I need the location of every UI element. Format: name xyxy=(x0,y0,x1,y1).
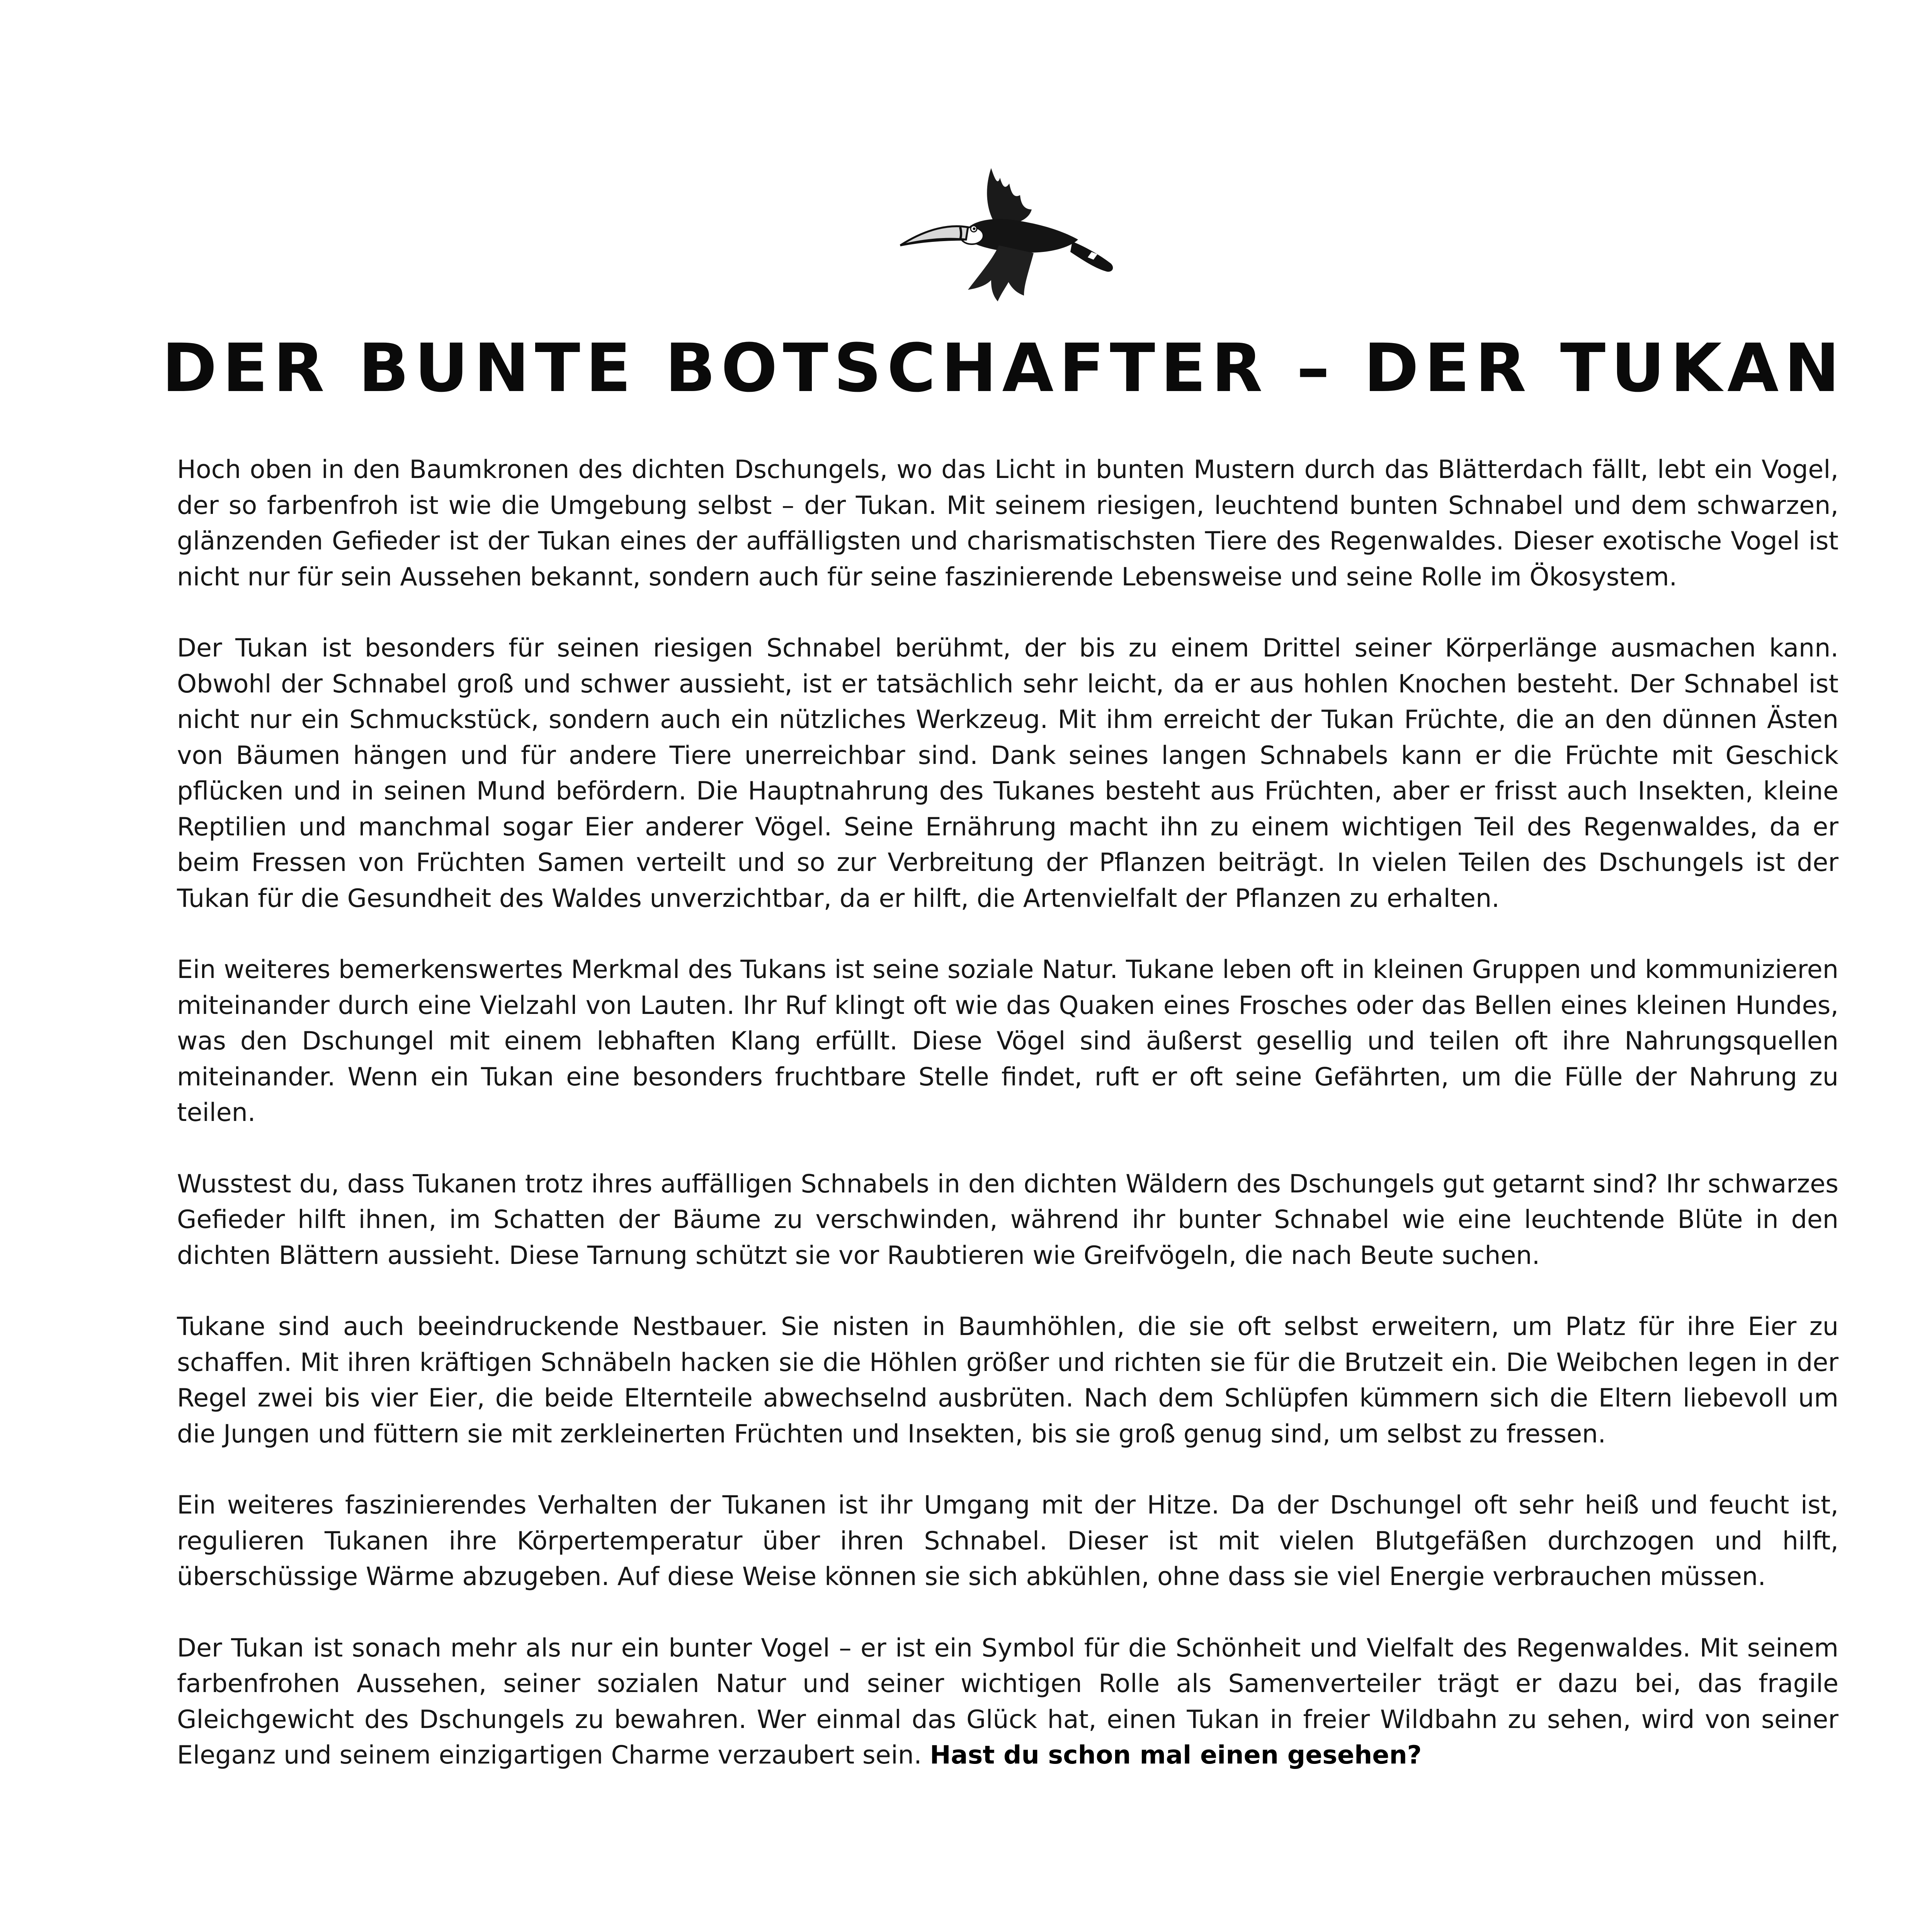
article-body xyxy=(177,452,1838,1809)
conclusion-text: Der Tukan ist sonach mehr als nur ein bunter Vogel – er ist ein Symbol für die Schönheit und Vielfalt des Regenwaldes. Mit seinem farbenfrohen Aussehen, seiner sozialen Natur und seiner wichtigen Rolle als Samenverteiler trägt er dazu bei, das fragile Gleichgewicht des Dschungels zu bewahren. Wer einmal das Glück hat, einen Tukan in freier Wildbahn zu sehen, wird von seiner Eleganz und seinem einzigartigen Charme verzaubert sein. xyxy=(177,1633,1838,1770)
paragraph-conclusion xyxy=(177,1631,1838,1774)
paragraph-beak: Der Tukan ist besonders für seinen riesigen Schnabel berühmt, der bis zu einem Drittel seiner Körperlänge ausmachen kann. Obwohl der Schnabel groß und schwer aussieht, ist er tatsächlich sehr leicht, da er aus hohlen Knochen besteht. Der Schnabel ist nicht nur ein Schmuckstück, sondern auch ein nützliches Werkzeug. Mit ihm erreicht der Tukan Früchte, die an den dünnen Ästen von Bäumen hängen und für andere Tiere unerreichbar sind. Dank seines langen Schnabels kann er die Früchte mit Geschick pflücken und in seinen Mund befördern. Die Hauptnahrung des Tukanes besteht aus Früchten, aber er frisst auch Insekten, kleine Reptilien und manchmal sogar Eier anderer Vögel. Seine Ernährung macht ihn zu einem wichtigen Teil des Regenwaldes, da er beim Fressen von Früchten Samen verteilt und so zur Verbreitung der Pflanzen beiträgt. In vielen Teilen des Dschungels ist der Tukan für die Gesundheit des Waldes unverzichtbar, da er hilft, die Artenvielfalt der Pflanzen zu erhalten. xyxy=(177,634,1838,913)
toucan-lower-wing xyxy=(968,245,1034,301)
paragraph-camouflage: Wusstest du, dass Tukanen trotz ihres auffälligen Schnabels in den dichten Wäldern des Dschungels gut getarnt sind? Ihr schwarzes Gefieder hilft ihnen, im Schatten der Bäume zu verschwinden, während ihr bunter Schnabel wie eine leuchtende Blüte in den dichten Blättern aussieht. Diese Tarnung schützt sie vor Raubtieren wie Greifvögeln, die nach Beute suchen. xyxy=(177,1169,1838,1270)
paragraph-social: Ein weiteres bemerkenswertes Merkmal des Tukans ist seine soziale Natur. Tukane leben oft in kleinen Gruppen und kommunizieren miteinander durch eine Vielzahl von Lauten. Ihr Ruf klingt oft wie das Quaken eines Frosches oder das Bellen eines kleinen Hundes, was den Dschungel mit einem lebhaften Klang erfüllt. Diese Vögel sind äußerst gesellig und teilen oft ihre Nahrungsquellen miteinander. Wenn ein Tukan eine besonders fruchtbare Stelle findet, ruft er oft seine Gefährten, um die Fülle der Nahrung zu teilen. xyxy=(177,955,1838,1127)
paragraph-heat: Ein weiteres faszinierendes Verhalten der Tukanen ist ihr Umgang mit der Hitze. Da der Dschungel oft sehr heiß und feucht ist, regulieren Tukanen ihre Körpertemperatur über ihren Schnabel. Dieser ist mit vielen Blutgefäßen durchzogen und hilft, überschüssige Wärme abzugeben. Auf diese Weise können sie sich abkühlen, ohne dass sie viel Energie verbrauchen müssen. xyxy=(177,1491,1838,1591)
toucan-icon xyxy=(896,162,1121,309)
paragraph-intro: Hoch oben in den Baumkronen des dichten Dschungels, wo das Licht in bunten Mustern durch das Blätterdach fällt, lebt ein Vogel, der so farbenfroh ist wie die Umgebung selbst – der Tukan. Mit seinem riesigen, leuchtend bunten Schnabel und dem schwarzen, glänzenden Gefieder ist der Tukan eines der auffälligsten und charismatischsten Tiere des Regenwaldes. Dieser exotische Vogel ist nicht nur für sein Aussehen bekannt, sondern auch für seine faszinierende Lebensweise und seine Rolle im Ökosystem. xyxy=(177,455,1838,592)
toucan-upper-wing xyxy=(987,168,1032,224)
paragraph-nesting: Tukane sind auch beeindruckende Nestbauer. Sie nisten in Baumhöhlen, die sie oft selbst erweitern, um Platz für ihre Eier zu schaffen. Mit ihren kräftigen Schnäbeln hacken sie die Höhlen größer und richten sie für die Brutzeit ein. Die Weibchen legen in der Regel zwei bis vier Eier, die beide Elternteile abwechselnd ausbrüten. Nach dem Schlüpfen kümmern sich die Eltern liebevoll um die Jungen und füttern sie mit zerkleinerten Früchten und Insekten, bis sie groß genug sind, um selbst zu fressen. xyxy=(177,1312,1838,1449)
closing-question: Hast du schon mal einen gesehen? xyxy=(930,1741,1422,1770)
page-title: DER BUNTE BOTSCHAFTER – DER TUKAN xyxy=(162,329,1845,407)
